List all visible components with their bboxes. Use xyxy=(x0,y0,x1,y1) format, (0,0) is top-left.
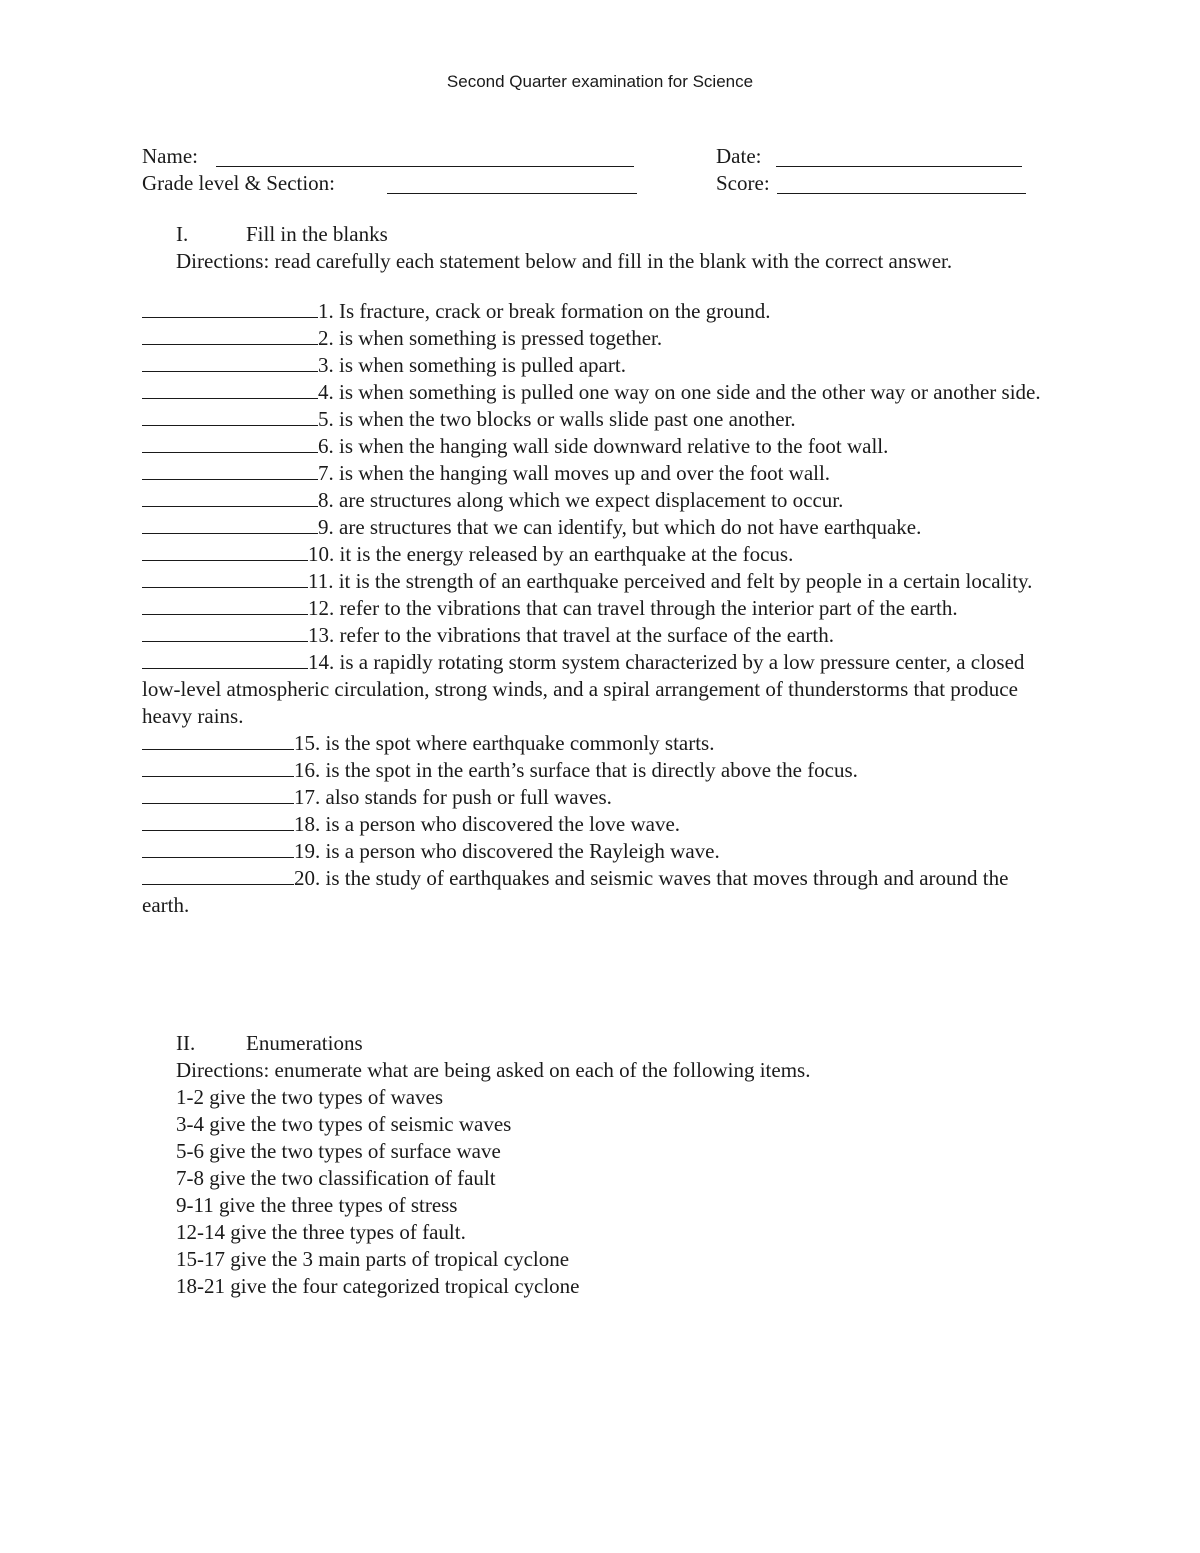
section1-number: I. xyxy=(176,222,189,246)
date-field[interactable] xyxy=(776,166,1022,167)
answer-blank[interactable] xyxy=(142,325,318,345)
answer-blank[interactable] xyxy=(142,649,308,669)
answer-blank[interactable] xyxy=(142,838,294,858)
enumeration-item: 18-21 give the four categorized tropical cyclone xyxy=(176,1274,580,1298)
exam-title: Second Quarter examination for Science xyxy=(446,72,754,91)
answer-blank[interactable] xyxy=(142,433,318,453)
enumeration-item: 12-14 give the three types of fault. xyxy=(176,1220,466,1244)
question-item: 15. is the spot where earthquake commonly starts. xyxy=(142,730,1057,757)
answer-blank[interactable] xyxy=(142,568,308,588)
section2-number: II. xyxy=(176,1031,196,1055)
score-field[interactable] xyxy=(777,193,1026,194)
answer-blank[interactable] xyxy=(142,352,318,372)
question-item: 17. also stands for push or full waves. xyxy=(142,784,1057,811)
answer-blank[interactable] xyxy=(142,865,294,885)
question-item: 19. is a person who discovered the Rayleigh wave. xyxy=(142,838,1057,865)
answer-blank[interactable] xyxy=(142,487,318,507)
section1-title: Fill in the blanks xyxy=(246,222,388,246)
fill-in-blanks-list xyxy=(142,298,1057,919)
enumeration-item: 7-8 give the two classification of fault xyxy=(176,1166,496,1190)
question-item: 14. is a rapidly rotating storm system characterized by a low pressure center, a closed low-level atmospheric circulation, strong winds, and a spiral arrangement of thunderstorms that produce heavy rains. xyxy=(142,650,1025,728)
enumeration-item: 5-6 give the two types of surface wave xyxy=(176,1139,501,1163)
enumeration-item: 15-17 give the 3 main parts of tropical cyclone xyxy=(176,1247,570,1271)
enumeration-list xyxy=(176,1057,810,1300)
question-item: 8. are structures along which we expect displacement to occur. xyxy=(142,487,1057,514)
enumeration-item: 1-2 give the two types of waves xyxy=(176,1085,444,1109)
question-item: 16. is the spot in the earth’s surface that is directly above the focus. xyxy=(142,757,1057,784)
section2-directions: Directions: enumerate what are being asked on each of the following items. xyxy=(176,1058,811,1082)
section1-directions: Directions: read carefully each statement below and fill in the blank with the correct answer. xyxy=(176,249,953,273)
question-item: 11. it is the strength of an earthquake perceived and felt by people in a certain locality. xyxy=(142,568,1057,595)
answer-blank[interactable] xyxy=(142,784,294,804)
answer-blank[interactable] xyxy=(142,595,308,615)
answer-blank[interactable] xyxy=(142,730,294,750)
question-item: 3. is when something is pulled apart. xyxy=(142,352,1057,379)
grade-section-field[interactable] xyxy=(387,193,637,194)
question-item: 20. is the study of earthquakes and seismic waves that moves through and around the earth. xyxy=(142,866,1009,917)
enumeration-item: 3-4 give the two types of seismic waves xyxy=(176,1112,512,1136)
question-item: 1. Is fracture, crack or break formation on the ground. xyxy=(142,298,1057,325)
answer-blank[interactable] xyxy=(142,757,294,777)
date-label: Date: xyxy=(716,144,762,168)
name-field[interactable] xyxy=(216,166,634,167)
question-item: 7. is when the hanging wall moves up and over the foot wall. xyxy=(142,460,1057,487)
question-item: 18. is a person who discovered the love wave. xyxy=(142,811,1057,838)
question-item: 10. it is the energy released by an earthquake at the focus. xyxy=(142,541,1057,568)
answer-blank[interactable] xyxy=(142,514,318,534)
answer-blank[interactable] xyxy=(142,541,308,561)
enumeration-item: 9-11 give the three types of stress xyxy=(176,1193,458,1217)
answer-blank[interactable] xyxy=(142,622,308,642)
question-item: 4. is when something is pulled one way on one side and the other way or another side. xyxy=(142,379,1057,406)
answer-blank[interactable] xyxy=(142,298,318,318)
section2-title: Enumerations xyxy=(246,1031,363,1055)
question-item: 9. are structures that we can identify, but which do not have earthquake. xyxy=(142,514,1057,541)
grade-section-label: Grade level & Section: xyxy=(142,171,336,195)
answer-blank[interactable] xyxy=(142,379,318,399)
score-label: Score: xyxy=(716,171,770,195)
name-label: Name: xyxy=(142,144,198,168)
answer-blank[interactable] xyxy=(142,406,318,426)
answer-blank[interactable] xyxy=(142,460,318,480)
question-item: 5. is when the two blocks or walls slide past one another. xyxy=(142,406,1057,433)
question-item: 13. refer to the vibrations that travel at the surface of the earth. xyxy=(142,622,1057,649)
question-item: 12. refer to the vibrations that can travel through the interior part of the earth. xyxy=(142,595,1057,622)
question-item: 2. is when something is pressed together. xyxy=(142,325,1057,352)
answer-blank[interactable] xyxy=(142,811,294,831)
question-item: 6. is when the hanging wall side downward relative to the foot wall. xyxy=(142,433,1057,460)
